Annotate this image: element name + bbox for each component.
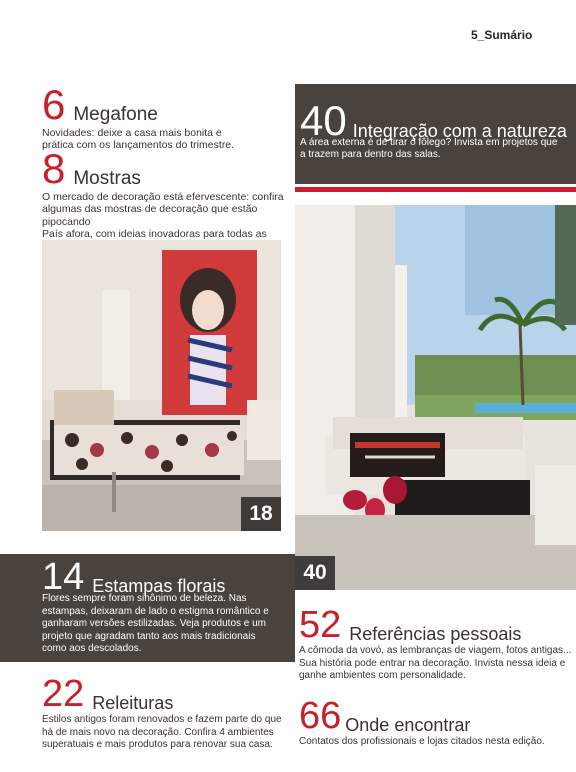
entry-title: Megafone (73, 104, 158, 125)
entry-number: 8 (42, 145, 66, 192)
toc-entry-onde-encontrar[interactable] (299, 697, 574, 749)
toc-entry-releituras[interactable] (42, 675, 294, 752)
toc-entry-integracao[interactable] (295, 84, 576, 184)
page-badge: 40 (295, 556, 335, 590)
bedroom-illustration (42, 240, 281, 531)
entry-title: Releituras (92, 693, 174, 713)
entry-number: 22 (42, 673, 85, 715)
entry-description: Flores sempre foram sinônimo de beleza. Nas estampas, deixaram de lado o estigma romântico e ganharam versões estilizadas. Veja produtos e um projeto que agradam tanto aos mais tradicionais como aos descolados. (42, 593, 269, 654)
entry-description: O mercado de decoração está efervescente: confira algumas das mostras de decoração que estão pipocando País afora, com ideias inovadoras para todas as (42, 191, 284, 241)
entry-description: A cômoda da vovó, as lembranças de viagem, fotos antigas... Sua história pode entrar na decoração. Invista nessa ideia e ganhe ambientes com personalidade. (299, 645, 572, 681)
entry-description: Contatos dos profissionais e lojas citados nesta edição. (299, 736, 545, 747)
entry-number: 14 (42, 556, 85, 598)
divider-bar (295, 187, 576, 192)
entry-number: 52 (299, 604, 342, 646)
toc-entry-megafone[interactable] (42, 81, 292, 152)
entry-number: 66 (299, 695, 342, 737)
entry-description: Novidades: deixe a casa mais bonita e prática com os lançamentos do trimestre. (42, 127, 234, 152)
entry-number: 6 (42, 81, 66, 128)
entry-title: Integração com a natureza (352, 121, 567, 141)
living-room-photo[interactable] (295, 205, 576, 590)
page-badge: 18 (241, 497, 281, 531)
bedroom-photo[interactable] (42, 240, 281, 531)
entry-title: Referências pessoais (349, 624, 522, 644)
entry-title: Estampas florais (92, 576, 226, 596)
page-label: 5_Sumário (471, 28, 533, 42)
entry-title: Mostras (73, 168, 141, 189)
toc-entry-mostras[interactable] (42, 145, 292, 253)
entry-description: A área externa é de tirar o fôlego? Invista em projetos que a trazem para dentro das salas. (300, 137, 558, 160)
entry-title: Onde encontrar (345, 715, 471, 735)
living-room-illustration (295, 205, 576, 590)
entry-number: 40 (300, 97, 347, 144)
toc-entry-referencias-pessoais[interactable] (299, 606, 574, 683)
toc-entry-estampas-florais[interactable] (0, 554, 295, 662)
entry-description: Estilos antigos foram renovados e fazem parte do que há de mais novo na decoração. Confira 4 ambientes superatuais e mais produtos para renovar sua casa. (42, 714, 282, 750)
